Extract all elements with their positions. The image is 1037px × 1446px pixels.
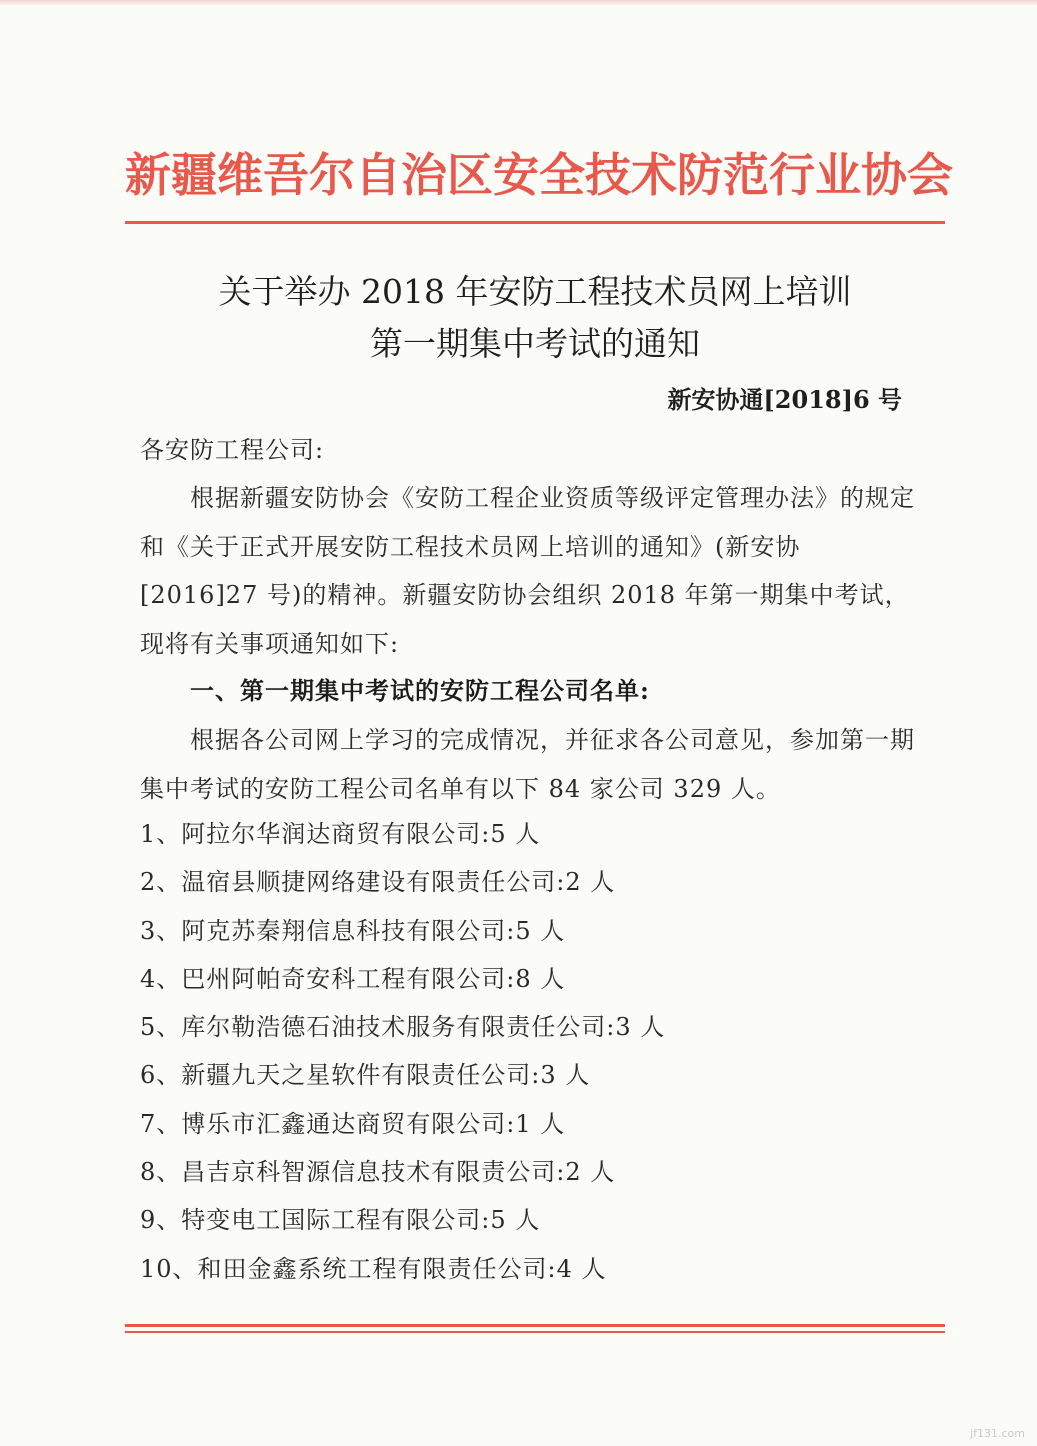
paragraph-intro: 根据新疆安防协会《安防工程企业资质等级评定管理办法》的规定和《关于正式开展安防工程技术员网上培训的通知》(新安协[2016]27 号)的精神。新疆安防协会组织 2018 年第一期集中考试，现将有关事项通知如下: [140,484,915,658]
notice-title-line1: 关于举办 2018 年安防工程技术员网上培训 [218,272,852,311]
letterhead-rule [125,221,945,224]
scan-edge [0,0,1037,6]
list-item: 10、和田金鑫系统工程有限责任公司:4 人 [140,1254,607,1283]
footer-rule-bottom [125,1331,945,1333]
section-heading-1: 一、第一期集中考试的安防工程公司名单: [190,676,650,705]
list-item: 6、新疆九天之星软件有限责任公司:3 人 [140,1061,591,1090]
company-list [140,810,915,1293]
list-item: 3、阿克苏秦翔信息科技有限公司:5 人 [140,916,566,945]
list-item: 1、阿拉尔华润达商贸有限公司:5 人 [140,820,541,848]
list-item: 2、温宿县顺捷网络建设有限责任公司:2 人 [140,868,616,897]
list-item: 7、博乐市汇鑫通达商贸有限公司:1 人 [140,1109,566,1138]
list-item: 8、昌吉京科智源信息技术有限责公司:2 人 [140,1158,616,1187]
list-item: 9、特变电工国际工程有限公司:5 人 [140,1206,541,1235]
list-item: 4、巴州阿帕奇安科工程有限公司:8 人 [140,964,566,993]
watermark: jf131.com [970,1427,1025,1440]
paragraph-participants: 根据各公司网上学习的完成情况，并征求各公司意见，参加第一期集中考试的安防工程公司名单有以下 84 家公司 329 人。 [140,726,915,803]
notice-title-line2: 第一期集中考试的通知 [370,324,700,363]
salutation: 各安防工程公司: [140,436,325,464]
list-item: 5、库尔勒浩德石油技术服务有限责任公司:3 人 [140,1013,666,1042]
footer-rule-top [125,1324,945,1327]
letterhead-organization: 新疆维吾尔自治区安全技术防范行业协会 [125,148,953,202]
document-number: 新安协通[2018]6 号 [667,385,902,414]
